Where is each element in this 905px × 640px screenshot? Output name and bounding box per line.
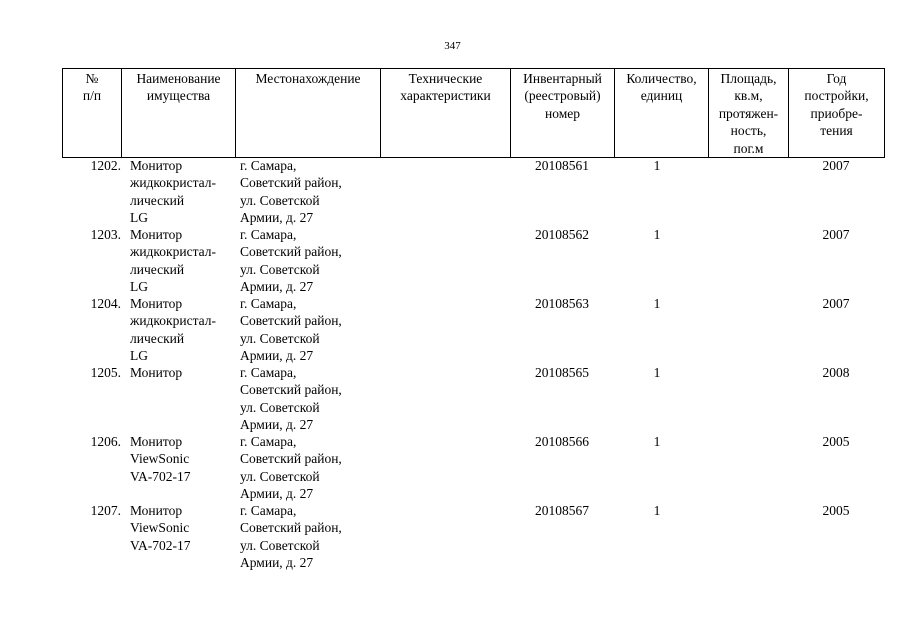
row-location: г. Самара, Советский район, ул. Советской Армии, д. 27	[240, 503, 342, 571]
header-name: Наименование имущества	[122, 69, 236, 158]
row-num: 1202.	[90, 158, 121, 173]
row-num: 1203.	[90, 227, 121, 242]
row-num: 1204.	[90, 296, 121, 311]
row-location: г. Самара, Советский район, ул. Советской Армии, д. 27	[240, 434, 342, 502]
table-header	[62, 68, 885, 158]
row-inventory: 20108566	[535, 434, 589, 449]
row-name: Монитор ViewSonic VA-702-17	[130, 503, 191, 553]
header-location: Местонахождение	[236, 69, 381, 158]
header-tech: Технические характеристики	[381, 69, 511, 158]
row-year: 2005	[822, 503, 850, 518]
row-inventory: 20108565	[535, 365, 589, 380]
row-inventory: 20108561	[535, 158, 589, 173]
row-year: 2007	[822, 158, 850, 173]
row-year: 2007	[822, 296, 850, 311]
table-row	[62, 226, 884, 295]
row-name: Монитор жидкокристал- лический LG	[130, 296, 216, 364]
row-year: 2007	[822, 227, 850, 242]
table-row	[62, 295, 884, 364]
row-location: г. Самара, Советский район, ул. Советской Армии, д. 27	[240, 365, 342, 433]
row-inventory: 20108563	[535, 296, 589, 311]
row-quantity: 1	[653, 434, 661, 449]
header-inventory: Инвентарный (реестровый) номер	[511, 69, 615, 158]
row-quantity: 1	[653, 296, 661, 311]
table-row	[62, 433, 884, 502]
table-body	[62, 157, 884, 571]
row-num: 1205.	[90, 365, 121, 380]
header-num: № п/п	[63, 69, 122, 158]
header-area: Площадь, кв.м, протяжен- ность, пог.м	[709, 69, 789, 158]
header-quantity: Количество, единиц	[615, 69, 709, 158]
row-quantity: 1	[653, 227, 661, 242]
row-inventory: 20108567	[535, 503, 589, 518]
row-location: г. Самара, Советский район, ул. Советской Армии, д. 27	[240, 296, 342, 364]
table-row	[62, 157, 884, 226]
row-quantity: 1	[653, 158, 661, 173]
row-year: 2008	[822, 365, 850, 380]
row-quantity: 1	[653, 503, 661, 518]
row-num: 1207.	[90, 503, 121, 518]
table-row	[62, 364, 884, 433]
row-name: Монитор жидкокристал- лический LG	[130, 227, 216, 295]
row-name: Монитор ViewSonic VA-702-17	[130, 434, 191, 484]
row-name: Монитор жидкокристал- лический LG	[130, 158, 216, 226]
row-quantity: 1	[653, 365, 661, 380]
row-num: 1206.	[90, 434, 121, 449]
row-location: г. Самара, Советский район, ул. Советской Армии, д. 27	[240, 227, 342, 295]
row-location: г. Самара, Советский район, ул. Советской Армии, д. 27	[240, 158, 342, 226]
page-number: 347	[444, 40, 461, 52]
table-row	[62, 502, 884, 571]
row-inventory: 20108562	[535, 227, 589, 242]
row-year: 2005	[822, 434, 850, 449]
header-year: Год постройки, приобре- тения	[789, 69, 885, 158]
row-name: Монитор	[130, 365, 183, 380]
